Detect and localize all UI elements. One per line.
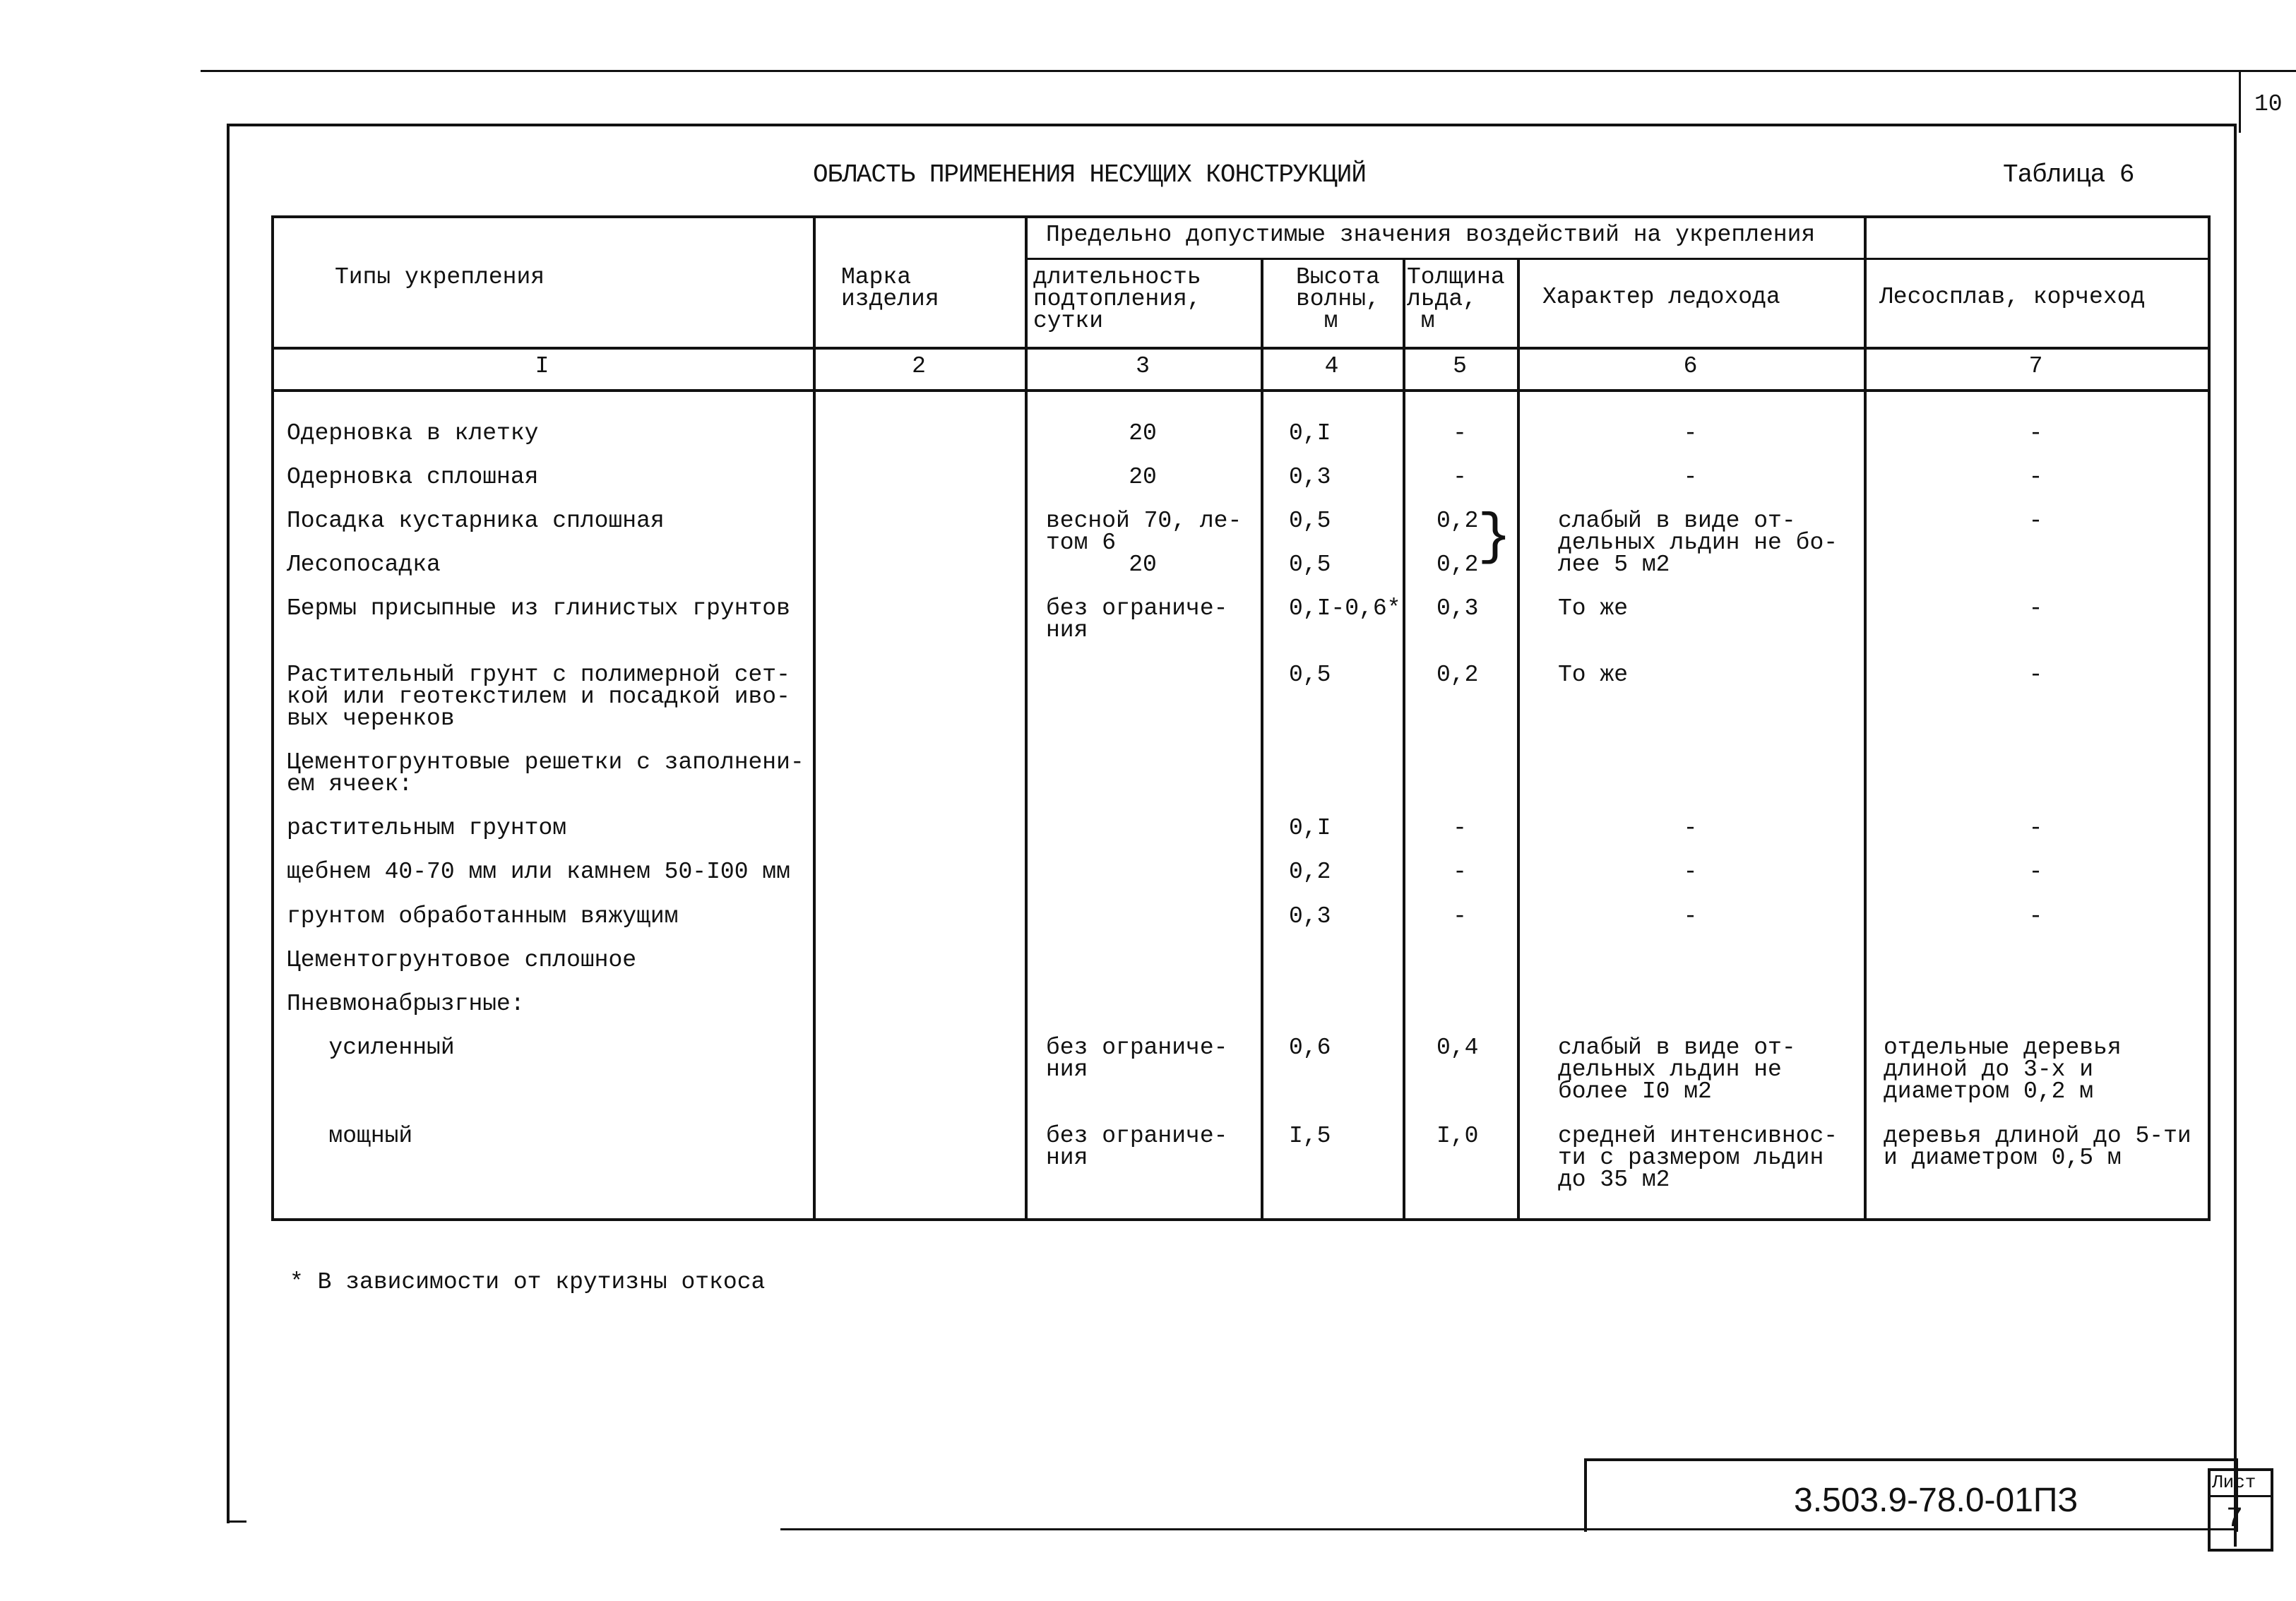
column-header: Типы укрепления <box>335 264 545 290</box>
table-cell-duration: без ограниче- ния <box>1046 595 1228 643</box>
table-cell-type: растительным грунтом <box>287 815 567 841</box>
column-number: 3 <box>1136 353 1150 379</box>
table-cell-type: Посадка кустарника сплошная <box>287 508 665 534</box>
numbers-row-bottom <box>271 389 2211 392</box>
table-cell-wave: 0,I-0,6* <box>1289 595 1401 621</box>
table-cell-ice: - <box>1453 815 1467 841</box>
table-cell-ice: I,0 <box>1437 1123 1479 1149</box>
table-label: Таблица 6 <box>2003 160 2134 189</box>
table-cell-ice: - <box>1453 903 1467 929</box>
table-cell-type: Пневмонабрызгные: <box>287 991 525 1017</box>
table-bottom-border <box>271 1218 2211 1221</box>
table-cell-ice: 0,3 <box>1437 595 1479 621</box>
table-cell-ice: - <box>1453 464 1467 490</box>
table-cell-timber: отдельные деревья длиной до 3-х и диаметром 0,2 м <box>1884 1035 2122 1105</box>
table-cell-ice_drift: - <box>1683 859 1698 885</box>
page-number: 10 <box>2254 91 2283 117</box>
column-divider <box>1261 258 1263 1221</box>
table-cell-ice_drift: - <box>1683 420 1698 446</box>
table-cell-timber: - <box>2028 903 2043 929</box>
header-bottom <box>271 347 2211 350</box>
document-code: 3.503.9-78.0-01ПЗ <box>1794 1482 2078 1519</box>
top-trim-line <box>201 70 2296 72</box>
column-number: 5 <box>1453 353 1467 379</box>
brace-icon: } <box>1477 506 1512 570</box>
table-cell-duration: весной 70, ле- том 6 <box>1046 508 1242 556</box>
table-cell-duration: без ограниче- ния <box>1046 1123 1228 1171</box>
column-number: 2 <box>912 353 926 379</box>
page-number-divider <box>2239 71 2241 133</box>
table-cell-duration: 20 <box>1129 420 1157 446</box>
table-cell-ice_drift: - <box>1683 903 1698 929</box>
column-header: Лесосплав, корчеход <box>1879 284 2146 310</box>
table-cell-type: Бермы присыпные из глинистых грунтов <box>287 595 790 621</box>
table-cell-wave: 0,5 <box>1289 662 1331 688</box>
table-top-border <box>271 215 2211 218</box>
table-cell-duration: без ограниче- ния <box>1046 1035 1228 1083</box>
column-number: 7 <box>2028 353 2043 379</box>
table-cell-ice_drift: слабый в виде от- дельных льдин не бо- лее 5 м2 <box>1558 508 1838 578</box>
table-cell-timber: - <box>2028 595 2043 621</box>
sheet-label: Лист <box>2212 1472 2256 1493</box>
table-cell-type: Одерновка сплошная <box>287 464 539 490</box>
frame-left <box>227 124 230 1523</box>
table-cell-wave: 0,3 <box>1289 464 1331 490</box>
table-cell-ice: 0,2 <box>1437 552 1479 578</box>
column-number: 4 <box>1324 353 1339 379</box>
column-divider <box>1517 258 1520 1221</box>
table-cell-timber: - <box>2028 508 2043 534</box>
table-cell-ice: - <box>1453 420 1467 446</box>
column-header: длительность подтопления, сутки <box>1033 264 1201 334</box>
table-cell-ice_drift: слабый в виде от- дельных льдин не более I0 м2 <box>1558 1035 1796 1105</box>
table-cell-type: грунтом обработанным вяжущим <box>287 903 679 929</box>
frame-corner-tick <box>227 1520 246 1523</box>
table-cell-wave: 0,5 <box>1289 552 1331 578</box>
column-number: 6 <box>1683 353 1698 379</box>
table-cell-duration: 20 <box>1129 552 1157 578</box>
page-title: ОБЛАСТЬ ПРИМЕНЕНИЯ НЕСУЩИХ КОНСТРУКЦИЙ <box>813 160 1366 189</box>
table-cell-ice_drift: - <box>1683 815 1698 841</box>
table-cell-duration: 20 <box>1129 464 1157 490</box>
table-cell-ice: 0,2 <box>1437 662 1479 688</box>
table-cell-ice_drift: - <box>1683 464 1698 490</box>
table-cell-wave: 0,I <box>1289 420 1331 446</box>
column-divider <box>2208 215 2211 1221</box>
frame-top <box>227 124 2236 126</box>
table-cell-timber: - <box>2028 859 2043 885</box>
column-header: Толщина льда, м <box>1407 264 1505 334</box>
table-cell-type: Цементогрунтовое сплошное <box>287 947 637 973</box>
table-cell-type: Цементогрунтовые решетки с заполнени- ем ячеек: <box>287 749 804 797</box>
table-cell-type: мощный <box>287 1123 413 1149</box>
table-cell-type: Растительный грунт с полимерной сет- кой или геотекстилем и посадкой иво- вых черенков <box>287 662 790 732</box>
table-cell-ice_drift: средней интенсивнос- ти с размером льдин до 35 м2 <box>1558 1123 1838 1193</box>
column-divider <box>1403 258 1405 1221</box>
table-cell-type: усиленный <box>287 1035 455 1061</box>
table-cell-ice_drift: То же <box>1558 662 1629 688</box>
table-cell-type: Одерновка в клетку <box>287 420 539 446</box>
table-cell-ice_drift: То же <box>1558 595 1629 621</box>
table-cell-wave: 0,I <box>1289 815 1331 841</box>
table-cell-wave: 0,2 <box>1289 859 1331 885</box>
group-header: Предельно допустимые значения воздействий на укрепления <box>1046 222 1816 248</box>
table-cell-ice: - <box>1453 859 1467 885</box>
table-cell-wave: 0,3 <box>1289 903 1331 929</box>
column-header: Марка изделия <box>841 264 939 312</box>
group-header-bottom <box>1025 258 2211 260</box>
table-cell-type: щебнем 40-70 мм или камнем 50-I00 мм <box>287 859 790 885</box>
table-cell-timber: - <box>2028 420 2043 446</box>
table-cell-wave: I,5 <box>1289 1123 1331 1149</box>
table-cell-timber: деревья длиной до 5-ти и диаметром 0,5 м <box>1884 1123 2191 1171</box>
table-cell-timber: - <box>2028 662 2043 688</box>
column-header: Высота волны, м <box>1296 264 1380 334</box>
table-cell-ice: 0,4 <box>1437 1035 1479 1061</box>
frame-right <box>2234 124 2237 1547</box>
table-cell-timber: - <box>2028 464 2043 490</box>
column-number: I <box>535 353 549 379</box>
table-cell-wave: 0,5 <box>1289 508 1331 534</box>
table-cell-type: Лесопосадка <box>287 552 441 578</box>
sheet-box-divider <box>2208 1495 2271 1497</box>
table-cell-timber: - <box>2028 815 2043 841</box>
sheet-number: 7 <box>2226 1504 2244 1535</box>
table-cell-ice: 0,2 <box>1437 508 1479 534</box>
footnote: * В зависимости от крутизны откоса <box>290 1269 766 1295</box>
table-cell-wave: 0,6 <box>1289 1035 1331 1061</box>
column-header: Характер ледохода <box>1542 284 1780 310</box>
